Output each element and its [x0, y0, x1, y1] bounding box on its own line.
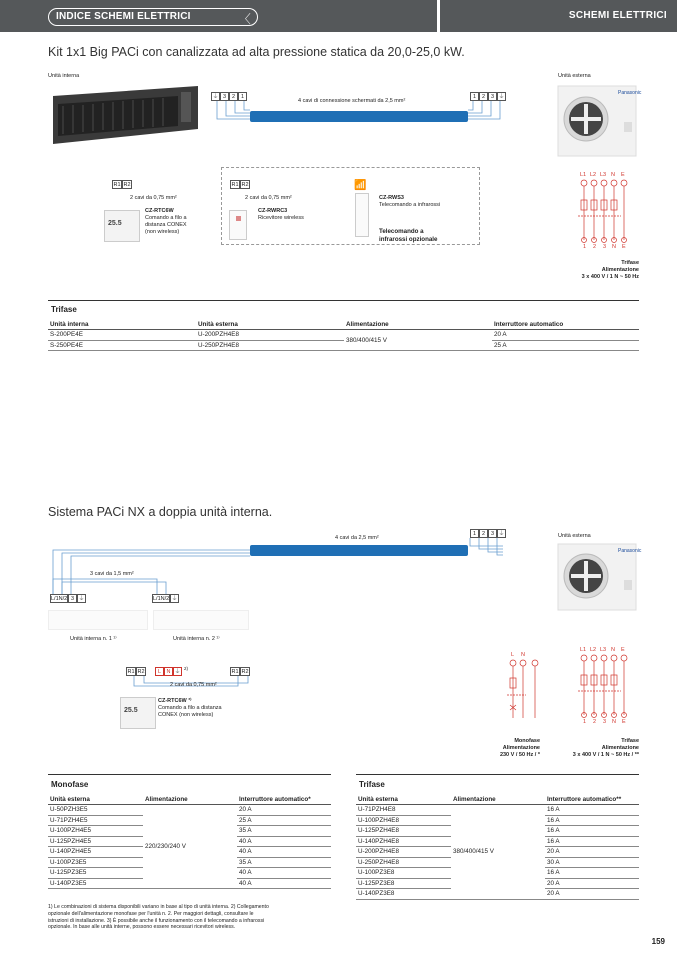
table-cell: 20 A: [545, 889, 639, 900]
table-cell: 20 A: [545, 878, 639, 889]
table1-header: Interruttore automatico: [492, 319, 639, 330]
table-cell-supply: 380/400/415 V: [451, 805, 545, 900]
main-cable-label: 4 cavi di connessione schermati da 2,5 mm²: [298, 98, 406, 104]
svg-text:3: 3: [603, 719, 607, 725]
r1r2-terminal-c: R1 R2: [127, 669, 145, 675]
svg-text:L2: L2: [590, 647, 597, 653]
table-mono-header-row: [48, 794, 331, 805]
rtc6w-desc3: (non wireless): [145, 229, 180, 236]
footnote-line2: opzionale dell'alimentazione monofase per l'unità n. 2. Per maggiori dettagli, consultare le: [48, 910, 254, 917]
outdoor-unit-image: [556, 84, 642, 158]
svg-text:N: N: [612, 719, 616, 725]
table-cell: U-125PZ3E8: [356, 878, 451, 889]
table-cell: 25 A: [237, 815, 331, 826]
table-row: [356, 805, 639, 816]
table-cell: U-200PZH4E8: [356, 847, 451, 858]
rtc6w-name-2: CZ-RTC6W ³⁾: [158, 698, 192, 704]
footnote-ref-2: 2): [184, 666, 189, 671]
single-phase-breaker-diagram: [508, 650, 543, 725]
outdoor-label-2: Unità esterna: [558, 533, 591, 539]
ctrl-cable-label-b: 2 cavi da 0,75 mm²: [245, 195, 292, 201]
rtc6w-desc1: Comando a filo a: [145, 215, 187, 222]
table-cell: U-71PZH4E8: [356, 805, 451, 816]
footnote-line1: 1) Le combinazioni di sistema disponibili variano in base al tipo di unità interna. 2) Collegamento: [48, 904, 269, 910]
table-cell: S-200PE4E: [48, 330, 196, 341]
power-s1-line3: 3 x 400 V / 1 N ~ 50 Hz: [581, 274, 639, 281]
power-s1-line1: Trifase: [621, 260, 639, 266]
outdoor-label: Unità esterna: [558, 73, 591, 79]
svg-text:Panasonic: Panasonic: [618, 90, 642, 96]
rwrc3-desc: Ricevitore wireless: [258, 215, 304, 222]
table-tri-header: Unità esterna: [356, 794, 451, 805]
svg-text:L2: L2: [590, 172, 597, 178]
table-cell: 16 A: [545, 815, 639, 826]
top-bar-divider: [437, 0, 440, 32]
table1-top-rule: [48, 300, 639, 301]
r1r2-terminal-a: R1 R2: [113, 182, 131, 188]
table-cell: U-100PZ3E5: [48, 857, 143, 868]
indoor1-label: Unità interna n. 1 ¹⁾: [70, 636, 117, 642]
rtc6w-controller-image-2: 25.5: [120, 697, 156, 729]
svg-text:L3: L3: [600, 172, 607, 178]
ctrl-cable-label-a: 2 cavi da 0,75 mm²: [130, 195, 177, 201]
table-mono-header: Unità esterna: [48, 794, 143, 805]
svg-text:E: E: [621, 172, 625, 178]
table-cell: U-250PZH4E8: [196, 340, 344, 351]
ducted-unit-image: [48, 84, 193, 149]
power-info-mono: [470, 738, 540, 759]
table-cell: U-140PZ3E5: [48, 878, 143, 889]
table-tri: [356, 794, 639, 900]
svg-text:L1: L1: [580, 647, 587, 653]
svg-text:3: 3: [603, 244, 607, 250]
table-tri-header: Interruttore automatico**: [545, 794, 639, 805]
main-cable-label-2: 4 cavi da 2,5 mm²: [335, 535, 379, 541]
power-info-s1: [560, 260, 639, 281]
table-cell: U-125PZ3E5: [48, 868, 143, 879]
rws3-remote-image: [355, 193, 369, 237]
cable3-label: 3 cavi da 1,5 mm²: [90, 571, 134, 577]
table-cell-supply: 380/400/415 V: [344, 330, 492, 351]
table-row: [48, 340, 639, 351]
section1-title: Kit 1x1 Big PACi con canalizzata ad alta pressione statica da 20,0-25,0 kW.: [48, 45, 465, 59]
table-cell: 20 A: [545, 847, 639, 858]
footnote-line3: istruzioni di installazione. 3) È possibile anche il funzionamento con il telecomando a infrarossi: [48, 917, 265, 924]
svg-text:L1: L1: [580, 172, 587, 178]
r1r2-terminal-d: R1 R2: [231, 669, 249, 675]
outdoor-unit-image-2: [556, 542, 642, 612]
power-mono-line1: Monofase: [514, 738, 540, 744]
table-mono-title: Monofase: [51, 780, 89, 789]
rws3-info: [379, 195, 440, 209]
power-mono-line3: 230 V / 50 Hz / *: [499, 752, 540, 759]
power-tri-line3: 3 x 400 V / 1 N ~ 50 Hz / **: [572, 752, 639, 759]
table1-header: Unità interna: [48, 319, 196, 330]
rtc6w-desc1-2: Comando a filo a distanza: [158, 705, 222, 712]
indoor-unit-2-image: [153, 610, 249, 630]
svg-text:2: 2: [593, 244, 597, 250]
table-cell: U-50PZH3E5: [48, 805, 143, 816]
power-tri-line2: Alimentazione: [601, 745, 639, 752]
svg-text:N: N: [611, 172, 615, 178]
table-mono: [48, 794, 331, 889]
rtc6w-info: [145, 208, 187, 237]
power-tri-line1: Trifase: [621, 738, 639, 744]
table-cell: 16 A: [545, 868, 639, 879]
table-tri-header-row: [356, 794, 639, 805]
svg-text:2: 2: [593, 719, 597, 725]
indoor-unit-1-image: [48, 610, 148, 630]
table-cell: U-140PZ3E8: [356, 889, 451, 900]
table-cell: 35 A: [237, 826, 331, 837]
chevron-left-icon: 〈: [238, 12, 251, 26]
table-cell: U-100PZ3E8: [356, 868, 451, 879]
table-cell: S-250PE4E: [48, 340, 196, 351]
table1-title: Trifase: [51, 305, 77, 314]
optional-power-terminal: L N ⏚: [155, 667, 182, 676]
svg-text:E: E: [622, 719, 626, 725]
power-info-tri: [549, 738, 639, 759]
rwrc3-name: CZ-RWRC3: [258, 208, 288, 214]
rtc6w-name: CZ-RTC6W: [145, 208, 174, 214]
table-cell: U-100PZH4E8: [356, 815, 451, 826]
optional-remote-line1: Telecomando a: [379, 228, 424, 235]
page-number: 159: [651, 937, 665, 946]
table-tri-header: Alimentazione: [451, 794, 545, 805]
svg-text:N: N: [611, 647, 615, 653]
optional-remote-line2: infrarossi opzionale: [379, 236, 438, 244]
table-cell: U-140PZH4E5: [48, 847, 143, 858]
svg-text:Panasonic: Panasonic: [618, 548, 642, 554]
table1-header: Alimentazione: [344, 319, 492, 330]
table-cell: 20 A: [237, 805, 331, 816]
three-phase-breaker-diagram: [577, 170, 632, 250]
svg-text:L3: L3: [600, 647, 607, 653]
svg-text:1: 1: [583, 719, 587, 725]
outdoor-terminal-block-2: 1 2 3 ⏚: [470, 529, 506, 538]
table-cell-supply: 220/230/240 V: [143, 805, 237, 889]
rtc6w-controller-image: 25.5: [104, 210, 140, 242]
table-cell: 40 A: [237, 847, 331, 858]
table-mono-header: Alimentazione: [143, 794, 237, 805]
svg-text:L: L: [511, 652, 515, 658]
rtc6w-desc2: distanza CONEX: [145, 222, 187, 229]
table-cell: U-140PZH4E8: [356, 836, 451, 847]
table-row: [48, 330, 639, 341]
table-cell: U-125PZH4E5: [48, 836, 143, 847]
table-tri-title: Trifase: [359, 780, 385, 789]
power-s1-line2: Alimentazione: [601, 267, 639, 274]
section2-title: Sistema PACi NX a doppia unità interna.: [48, 505, 273, 519]
table1-header: Unità esterna: [196, 319, 344, 330]
footnote: [48, 904, 331, 931]
svg-text:E: E: [621, 647, 625, 653]
table-cell: 20 A: [492, 330, 639, 341]
indoor2-terminal: L/1N/2 ⏚: [153, 596, 178, 602]
rws3-desc: Telecomando a infrarossi: [379, 202, 441, 209]
wire-lines: [213, 101, 513, 123]
table-cell: U-71PZH4E5: [48, 815, 143, 826]
table1: [48, 319, 639, 351]
table-cell: 25 A: [492, 340, 639, 351]
optional-box: [221, 167, 480, 245]
three-phase-breaker-diagram-2: [577, 645, 632, 725]
indoor1-terminal: L/1N/2 3 ⏚: [51, 596, 85, 602]
table-mono-top-rule: [48, 774, 331, 775]
svg-text:1: 1: [583, 244, 587, 250]
rwrc3-info: [258, 208, 304, 222]
table-cell: U-125PZH4E8: [356, 826, 451, 837]
optional-remote-label: [379, 228, 437, 244]
indoor-terminal-block: ⏚ 3 2 1: [211, 92, 247, 101]
table-tri-top-rule: [356, 774, 639, 775]
table1-header-row: [48, 319, 639, 330]
section-title: SCHEMI ELETTRICI: [568, 10, 667, 21]
table-cell: 35 A: [237, 857, 331, 868]
table-cell: U-200PZH4E8: [196, 330, 344, 341]
table-row: [48, 805, 331, 816]
r1r2-terminal-b: R1 R2: [231, 182, 249, 188]
power-mono-line2: Alimentazione: [502, 745, 540, 752]
svg-text:N: N: [612, 244, 616, 250]
rws3-name: CZ-RWS3: [379, 195, 404, 201]
svg-text:E: E: [622, 244, 626, 250]
wifi-signal-icon: 📶: [354, 180, 367, 191]
table-cell: 40 A: [237, 836, 331, 847]
outdoor-terminal-block: 1 2 3 ⏚: [470, 92, 506, 101]
table-cell: 16 A: [545, 826, 639, 837]
indoor-label: Unità interna: [48, 73, 80, 79]
rwrc3-receiver-image: [229, 210, 247, 240]
rtc6w-info-2: [158, 698, 222, 719]
table-cell: 16 A: [545, 836, 639, 847]
table-cell: 16 A: [545, 805, 639, 816]
table-cell: 30 A: [545, 857, 639, 868]
table-cell: U-100PZH4E5: [48, 826, 143, 837]
index-label: INDICE SCHEMI ELETTRICI: [56, 11, 191, 22]
footnote-line4: opzionale. In base alle unità interne, possono essere necessari ricevitori wireless.: [48, 924, 236, 931]
svg-text:N: N: [521, 652, 525, 658]
table-mono-header: Interruttore automatico*: [237, 794, 331, 805]
table-cell: U-250PZH4E8: [356, 857, 451, 868]
indoor2-label: Unità interna n. 2 ¹⁾: [173, 636, 220, 642]
rtc6w-desc2-2: CONEX (non wireless): [158, 712, 214, 719]
table-cell: 40 A: [237, 868, 331, 879]
ctrl-cable-label-c: 2 cavi da 0,75 mm²: [170, 682, 217, 688]
table-cell: 40 A: [237, 878, 331, 889]
index-button[interactable]: [48, 8, 258, 26]
